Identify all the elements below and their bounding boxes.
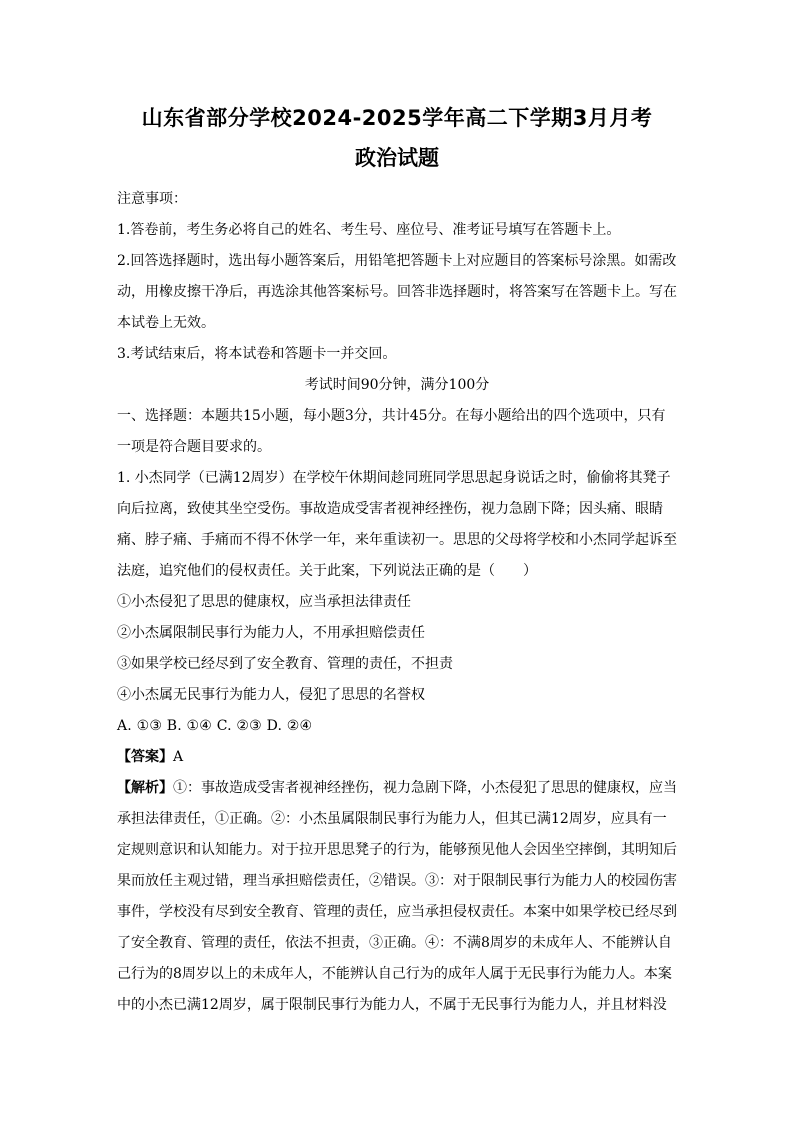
notes-heading: 注意事项： (117, 191, 187, 207)
analysis-text: ①：事故造成受害者视神经挫伤，视力急剧下降，小杰侵犯了思思的健康权，应当承担法律责任，①正确。②：小杰虽属限制民事行为能力人，但其已满12周岁，应具有一定规则意识和认知能力。对于拉开思思凳子的行为，能够预见他人会因坐空摔倒，其明知后果而放任主观过错，理当承担赔偿责任，②错误。③：对于限制民事行为能力人的校园伤害事件，学校没有尽到安全教育、管理的责任，应当承担侵权责任。本案中如果学校已经尽到了安全教育、管理的责任，依法不担责，③正确。④：不满8周岁的未成年人、不能辨认自己行为的8周岁以上的未成年人，不能辨认自己行为的成年人属于无民事行为能力人。本案中的小杰已满12周岁，属于限制民事行为能力人，不属于无民事行为能力人，并且材料没 (117, 780, 677, 1013)
question-1-stem: 1. 小杰同学（已满12周岁）在学校午休期间趁同班同学思思起身说话之时，偷偷将其凳子向后拉离，致使其坐空受伤。事故造成受害者视神经挫伤，视力急剧下降；因头痛、眼睛痛、脖子痛、手痛而不得不休学一年，来年重读初一。思思的父母将学校和小杰同学起诉至法庭，追究他们的侵权责任。关于此案，下列说法正确的是（ ） (117, 470, 677, 579)
question-1-statement-3: ③如果学校已经尽到了安全教育、管理的责任，不担责 (117, 656, 453, 672)
answer-tag: 【答案】 (117, 749, 173, 765)
notes-item-1: 1.答卷前，考生务必将自己的姓名、考生号、座位号、准考证号填写在答题卡上。 (117, 222, 621, 238)
document-title: 山东省部分学校2024-2025学年高二下学期3月月考 (141, 106, 653, 130)
exam-info: 考试时间90分钟，满分100分 (304, 377, 490, 393)
question-1-answer (117, 742, 677, 773)
section-intro: 一、选择题：本题共15小题，每小题3分，共计45分。在每小题给出的四个选项中，只有一项是符合题目要求的。 (117, 408, 666, 455)
notes-item-3: 3.考试结束后，将本试卷和答题卡一并交回。 (117, 346, 397, 362)
document-page (117, 98, 677, 1021)
document-subtitle: 政治试题 (355, 146, 439, 170)
analysis-tag: 【解析】 (117, 780, 173, 796)
question-1-options: A. ①③ B. ①④ C. ②③ D. ②④ (117, 718, 313, 734)
question-1-statement-2: ②小杰属限制民事行为能力人，不用承担赔偿责任 (117, 625, 425, 641)
question-1-analysis (117, 773, 677, 1021)
answer-value: A (173, 749, 184, 765)
question-1-statement-4: ④小杰属无民事行为能力人，侵犯了思思的名誉权 (117, 687, 425, 703)
question-1-statement-1: ①小杰侵犯了思思的健康权，应当承担法律责任 (117, 594, 411, 610)
notes-item-2: 2.回答选择题时，选出每小题答案后，用铅笔把答题卡上对应题目的答案标号涂黑。如需改动，用橡皮擦干净后，再选涂其他答案标号。回答非选择题时，将答案写在答题卡上。写在本试卷上无效。 (117, 253, 677, 331)
